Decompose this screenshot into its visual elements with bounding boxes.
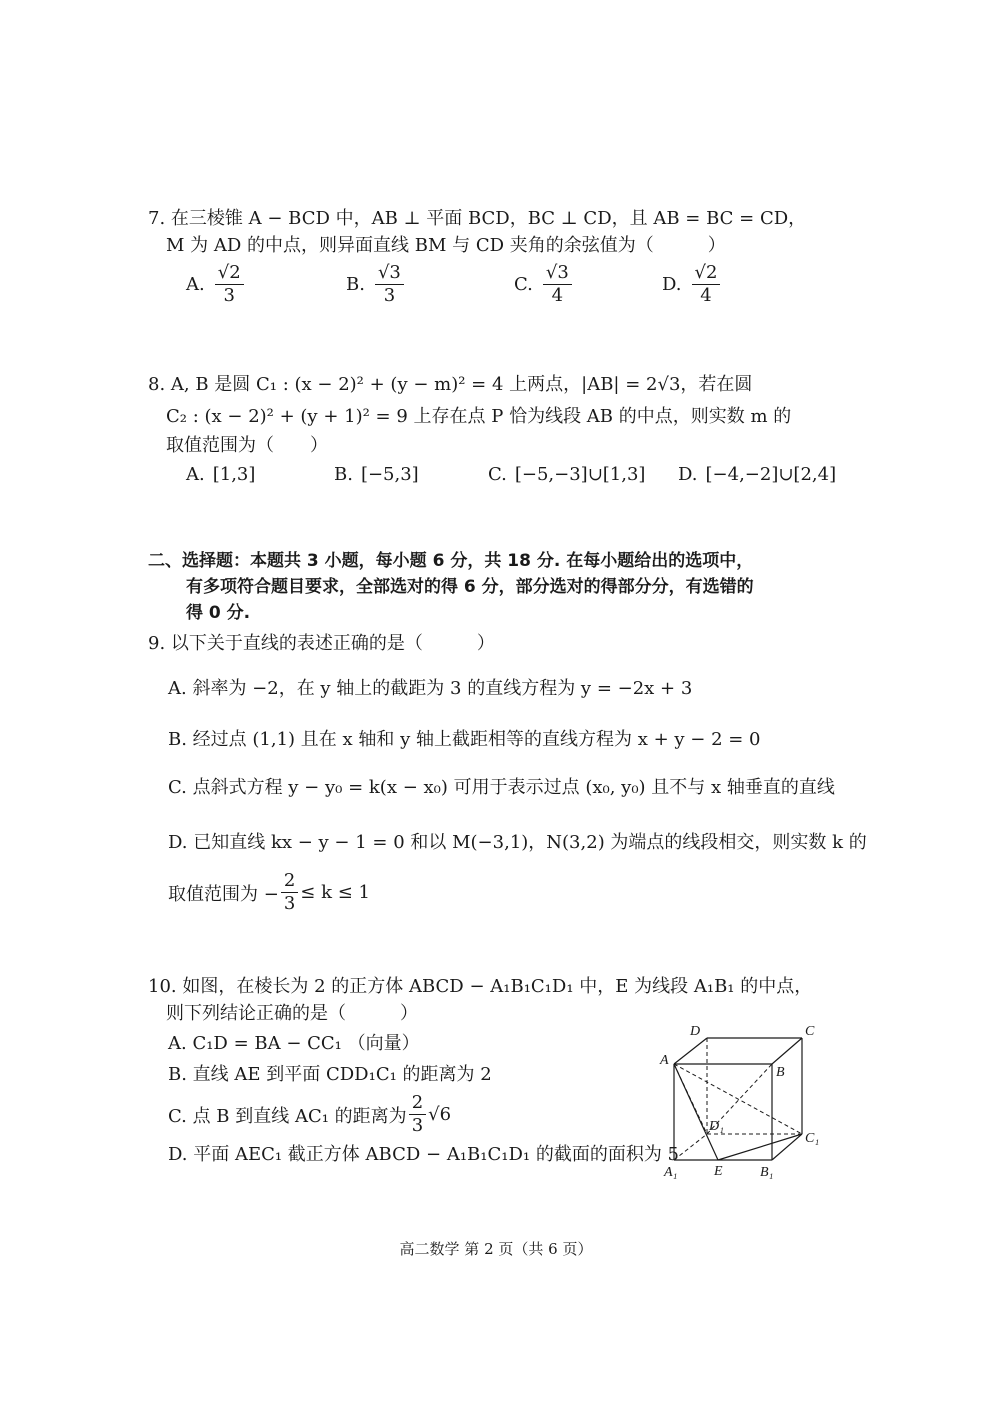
q10-option-b[interactable]: B. 直线 AE 到平面 CDD₁C₁ 的距离为 2 bbox=[168, 1064, 492, 1085]
vertex-label-a1: A₁ bbox=[664, 1165, 678, 1180]
option-label: C. bbox=[488, 464, 507, 485]
q10-stem-line2: 则下列结论正确的是（ ） bbox=[166, 1003, 418, 1024]
section2-heading-line2: 有多项符合题目要求，全部选对的得 6 分，部分选对的得部分分，有选错的 bbox=[186, 577, 754, 597]
option-label: B. bbox=[346, 274, 365, 295]
q7-stem-line2: M 为 AD 的中点，则异面直线 BM 与 CD 夹角的余弦值为（ ） bbox=[166, 235, 726, 256]
denominator: 3 bbox=[283, 893, 296, 914]
q10-option-d[interactable]: D. 平面 AEC₁ 截正方体 ABCD − A₁B₁C₁D₁ 的截面的面积为 5 bbox=[168, 1144, 680, 1165]
q10-option-a[interactable]: A. C₁D = BA − CC₁ （向量） bbox=[168, 1033, 420, 1054]
denominator: 3 bbox=[383, 285, 396, 306]
q8-option-c[interactable] bbox=[488, 464, 645, 485]
range-suffix: ≤ k ≤ 1 bbox=[300, 882, 370, 903]
numerator: 2 bbox=[409, 1092, 426, 1115]
q8-option-d[interactable] bbox=[678, 464, 836, 485]
q8-stem-line1: 8. A, B 是圆 C₁ : (x − 2)² + (y − m)² = 4 上两点，|AB| = 2√3，若在圆 bbox=[148, 374, 753, 395]
q9-stem: 9. 以下关于直线的表述正确的是（ ） bbox=[148, 633, 495, 654]
q7-option-a[interactable] bbox=[186, 262, 246, 307]
option-text: [−4,−2]∪[2,4] bbox=[705, 464, 837, 485]
numerator: √2 bbox=[215, 262, 244, 285]
section2-heading-line1: 二、选择题：本题共 3 小题，每小题 6 分，共 18 分. 在每小题给出的选项中， bbox=[148, 551, 754, 571]
vertex-label-a: A bbox=[660, 1053, 669, 1068]
numerator: √2 bbox=[692, 262, 721, 285]
fraction bbox=[215, 262, 244, 307]
option-label: B. bbox=[334, 464, 353, 485]
option-label: D. bbox=[678, 464, 698, 485]
fraction bbox=[375, 262, 404, 307]
line-e-c1 bbox=[718, 1134, 802, 1160]
denominator: 3 bbox=[223, 285, 235, 306]
option-c-suffix: √6 bbox=[428, 1104, 452, 1125]
edge-a-d bbox=[674, 1038, 707, 1064]
option-label: C. bbox=[514, 274, 533, 295]
q7-option-d[interactable] bbox=[662, 262, 722, 307]
q7-option-b[interactable] bbox=[346, 262, 406, 307]
numerator: √3 bbox=[375, 262, 404, 285]
vertex-label-b: B bbox=[776, 1065, 785, 1080]
option-label: A. bbox=[186, 274, 205, 295]
fraction bbox=[543, 262, 572, 307]
vertex-label-e: E bbox=[714, 1164, 723, 1179]
denominator: 4 bbox=[551, 285, 564, 306]
numerator: √3 bbox=[543, 262, 572, 285]
page-footer: 高二数学 第 2 页（共 6 页） bbox=[399, 1240, 593, 1258]
section2-heading-line3: 得 0 分. bbox=[186, 603, 251, 623]
option-c-prefix: C. 点 B 到直线 AC₁ 的距离为 bbox=[168, 1105, 407, 1127]
q9-option-d-range bbox=[168, 870, 370, 915]
q10-stem-line1: 10. 如图，在棱长为 2 的正方体 ABCD − A₁B₁C₁D₁ 中，E 为线段 A₁B₁ 的中点， bbox=[148, 976, 813, 997]
q9-option-c[interactable]: C. 点斜式方程 y − y₀ = k(x − x₀) 可用于表示过点 (x₀, y₀) 且不与 x 轴垂直的直线 bbox=[168, 777, 835, 798]
q8-stem-line2: C₂ : (x − 2)² + (y + 1)² = 9 上存在点 P 恰为线段 AB 的中点，则实数 m 的 bbox=[166, 406, 792, 427]
q8-option-b[interactable] bbox=[334, 464, 419, 485]
edge-b-c bbox=[772, 1038, 802, 1064]
vertex-label-d: D bbox=[690, 1024, 701, 1039]
denominator: 3 bbox=[411, 1115, 424, 1136]
cube-figure bbox=[650, 1018, 840, 1188]
option-text: [1,3] bbox=[212, 464, 256, 485]
q8-stem-line3: 取值范围为（ ） bbox=[166, 435, 328, 456]
denominator: 4 bbox=[700, 285, 712, 306]
fraction bbox=[692, 262, 721, 307]
q10-option-c[interactable] bbox=[168, 1092, 451, 1137]
edge-b1-c1 bbox=[772, 1134, 802, 1160]
option-label: D. bbox=[662, 274, 682, 295]
edge-a1-d1 bbox=[674, 1134, 707, 1160]
q7-stem-line1: 7. 在三棱锥 A − BCD 中，AB ⊥ 平面 BCD，BC ⊥ CD，且 AB = BC = CD， bbox=[148, 208, 807, 229]
q7-option-c[interactable] bbox=[514, 262, 574, 307]
vertex-label-d1: D₁ bbox=[709, 1119, 724, 1134]
q9-option-a[interactable]: A. 斜率为 −2，在 y 轴上的截距为 3 的直线方程为 y = −2x + 3 bbox=[168, 678, 693, 699]
q9-option-b[interactable]: B. 经过点 (1,1) 且在 x 轴和 y 轴上截距相等的直线方程为 x + y − 2 = 0 bbox=[168, 729, 761, 750]
vertex-label-b1: B₁ bbox=[760, 1165, 774, 1180]
option-label: A. bbox=[186, 464, 205, 485]
option-text: [−5,−3]∪[1,3] bbox=[514, 464, 646, 485]
q9-option-d[interactable]: D. 已知直线 kx − y − 1 = 0 和以 M(−3,1)，N(3,2) 为端点的线段相交，则实数 k 的 bbox=[168, 832, 867, 853]
fraction bbox=[409, 1092, 426, 1137]
q8-option-a[interactable] bbox=[186, 464, 255, 485]
vertex-label-c: C bbox=[805, 1024, 815, 1039]
option-text: [−5,3] bbox=[360, 464, 419, 485]
range-prefix: 取值范围为 − bbox=[168, 883, 279, 905]
vertex-label-c1: C₁ bbox=[805, 1131, 820, 1146]
numerator: 2 bbox=[281, 870, 298, 893]
fraction bbox=[281, 870, 298, 915]
